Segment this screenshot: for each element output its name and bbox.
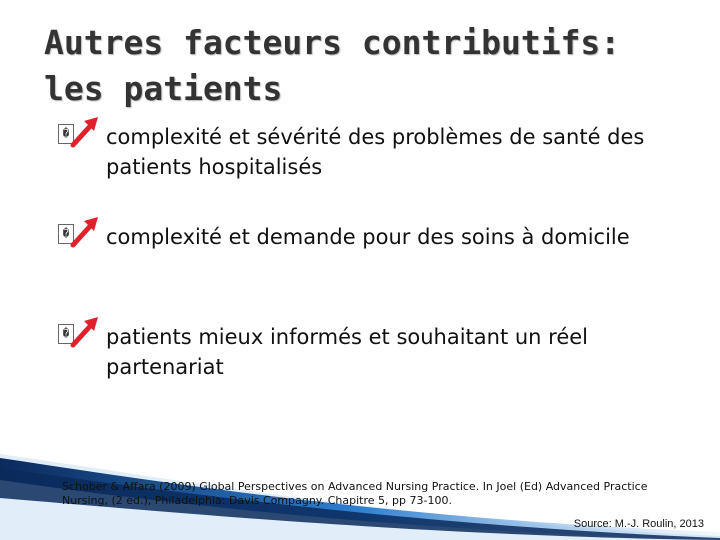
reference-citation: Schober & Affara (2009) Global Perspectives on Advanced Nursing Practice. In Joel (Ed) Advanced Practice Nursing, (2 ed.), Philadelphia: Davis Compagny. Chapitre 5, pp 73-100. — [62, 480, 648, 507]
bullet-marker: � — [58, 324, 74, 344]
source-credit: Source: M.-J. Roulin, 2013 — [573, 518, 704, 530]
bullet-marker: � — [58, 124, 74, 144]
slide-title: Autres facteurs contributifs: les patients — [44, 23, 621, 108]
red-up-arrow-icon — [65, 213, 103, 251]
bullet-marker: � — [58, 224, 74, 244]
bullet-text: complexité et sévérité des problèmes de santé des patients hospitalisés — [106, 125, 645, 179]
bullet-text: patients mieux informés et souhaitant un réel partenariat — [106, 325, 589, 379]
bullet-text: complexité et demande pour des soins à domicile — [106, 225, 630, 249]
red-up-arrow-icon — [65, 113, 103, 151]
bullet-item — [62, 322, 672, 382]
bullet-item — [62, 122, 672, 182]
red-up-arrow-icon — [65, 313, 103, 351]
bullet-item — [62, 222, 672, 252]
